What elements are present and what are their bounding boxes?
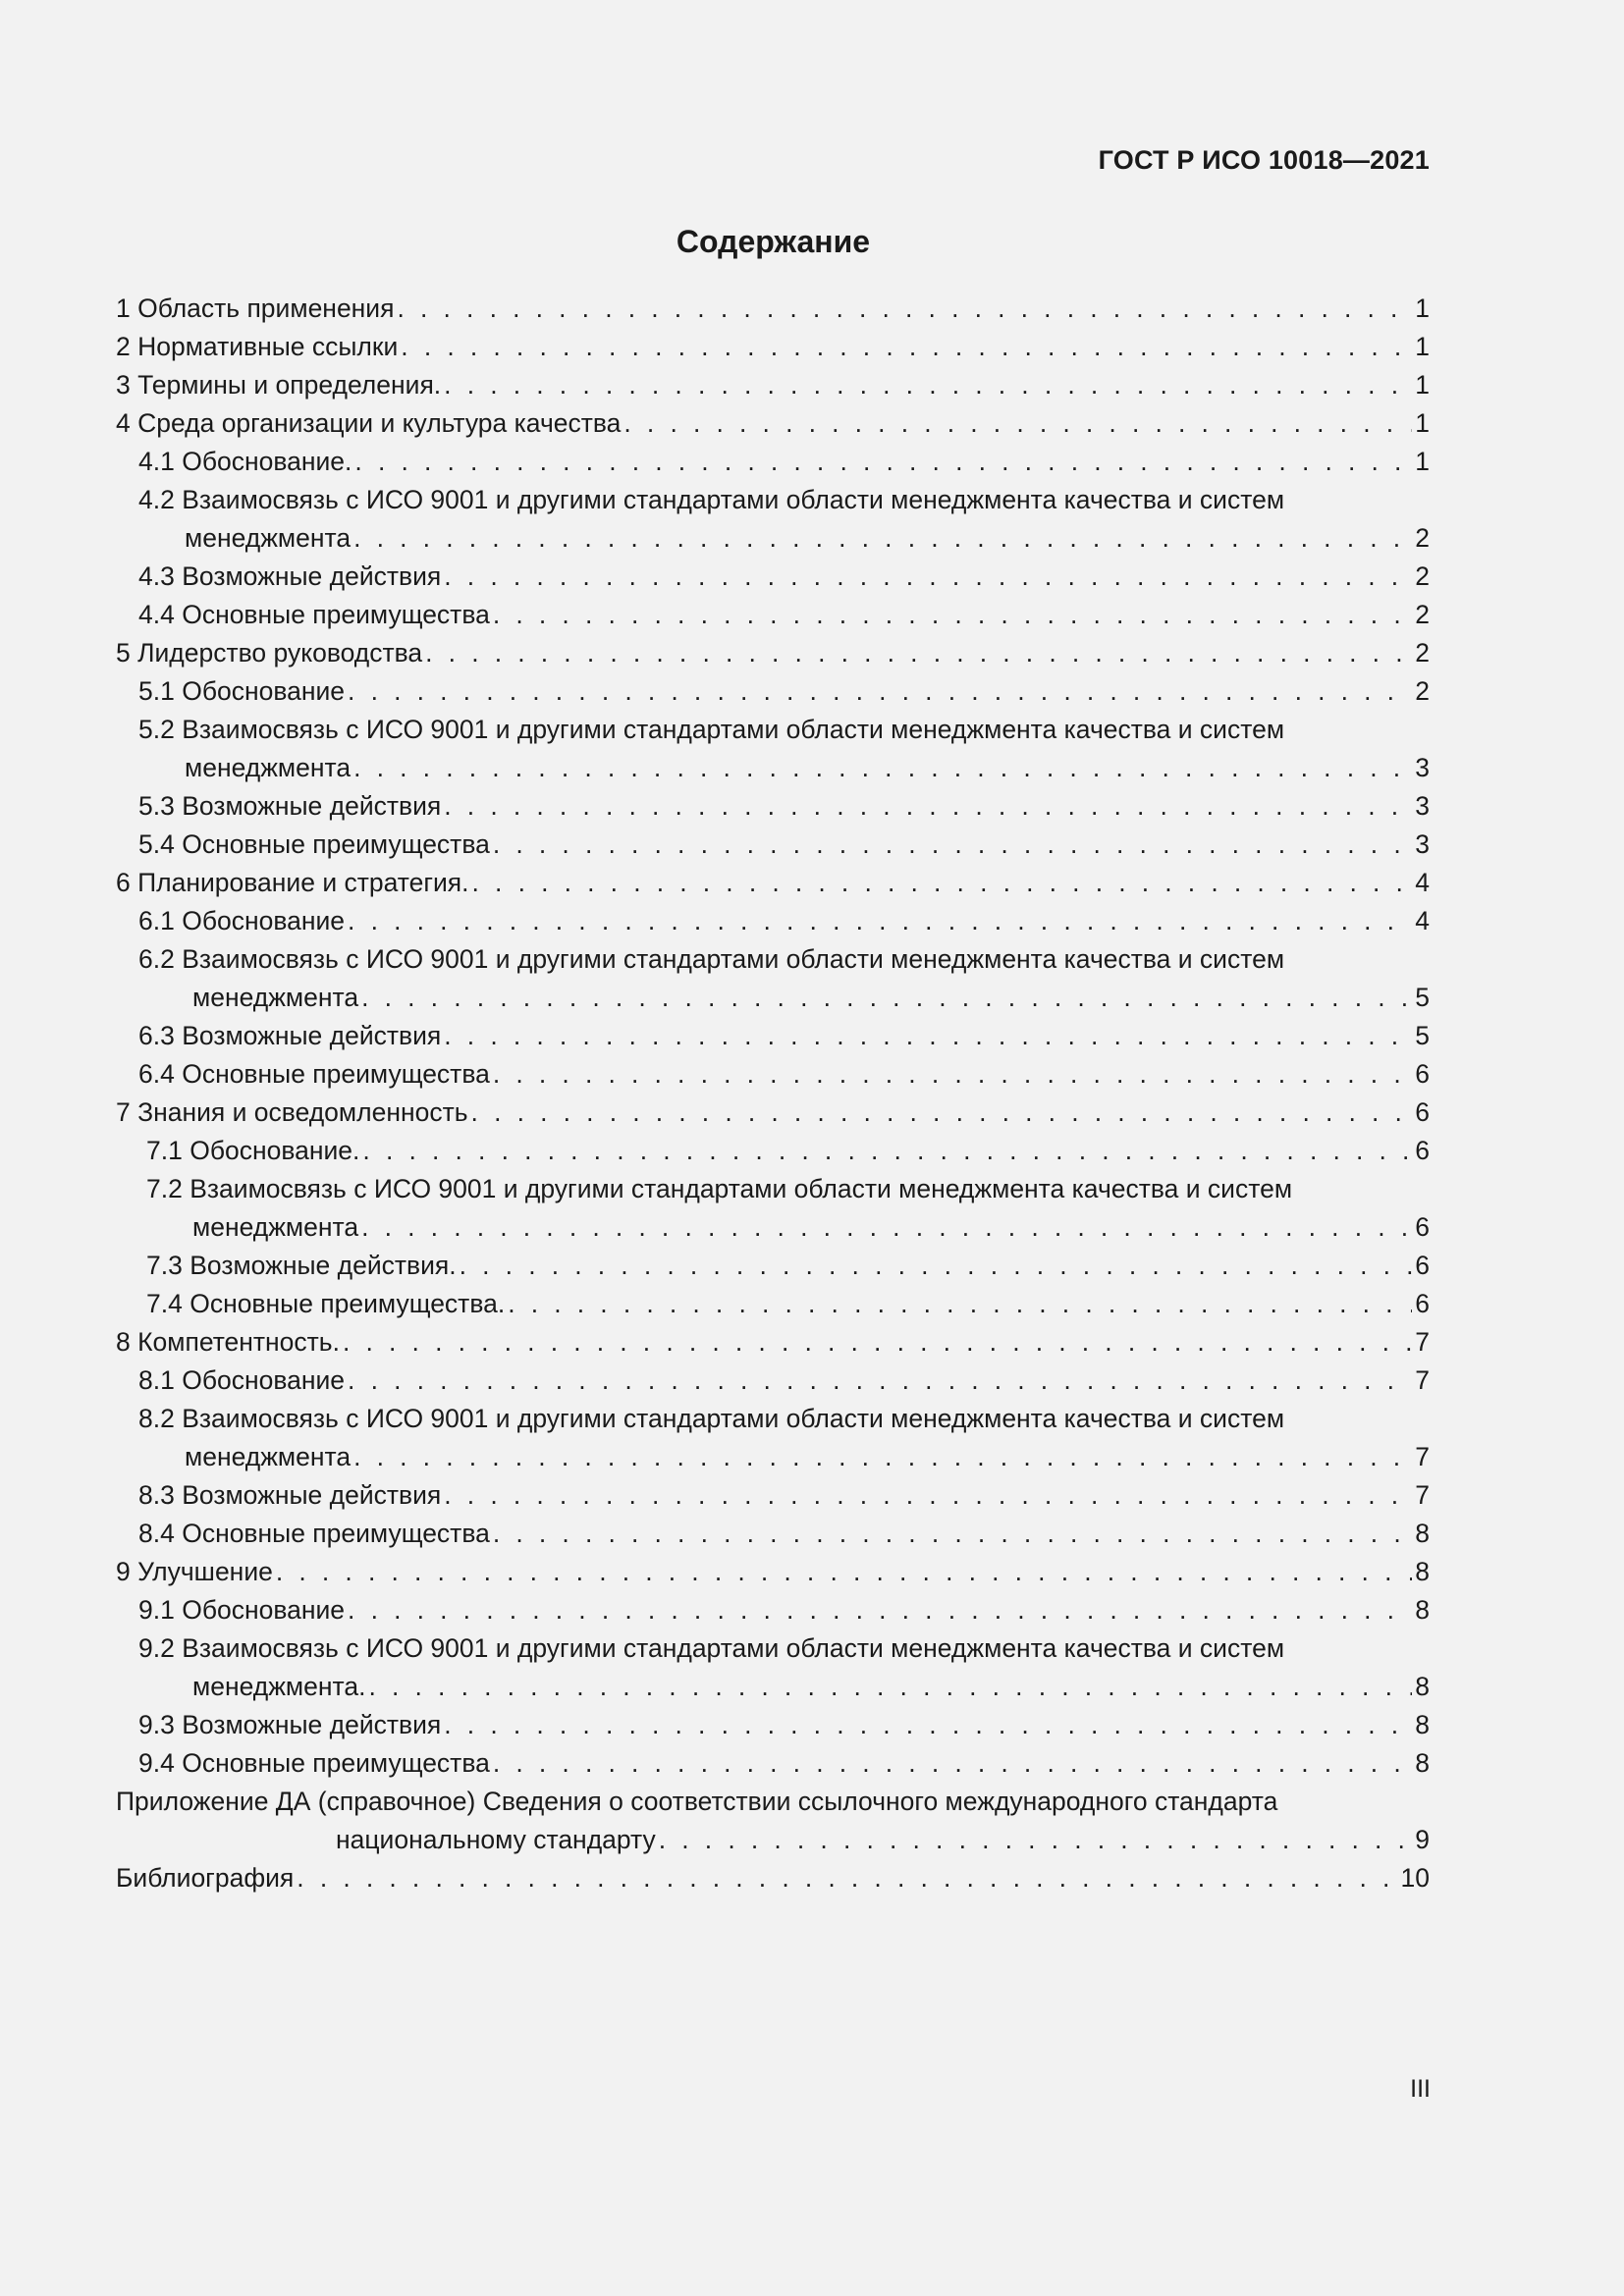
dot-leader [623, 404, 1412, 443]
dot-leader [401, 328, 1412, 366]
toc-entry-page: 7 [1415, 1442, 1430, 1471]
toc-entry-title: 9.1 Обоснование [138, 1595, 346, 1625]
toc-entry[interactable] [116, 1323, 1430, 1362]
toc-entry-page: 1 [1415, 447, 1430, 476]
toc-entry-page: 2 [1415, 600, 1430, 629]
toc-entry[interactable] [116, 366, 1430, 404]
toc-entry-page: 1 [1415, 408, 1430, 438]
table-of-contents [116, 290, 1430, 1897]
toc-entry-page: 2 [1415, 561, 1430, 591]
toc-entry[interactable] [116, 1247, 1430, 1285]
toc-entry-title: 9 Улучшение [116, 1557, 273, 1586]
toc-entry[interactable] [116, 1706, 1430, 1744]
toc-entry[interactable] [116, 1285, 1430, 1323]
toc-entry[interactable] [116, 1132, 1430, 1170]
dot-leader [368, 1668, 1412, 1706]
toc-entry-page: 7 [1415, 1365, 1430, 1395]
toc-entry-title: менеджмента [185, 1442, 352, 1471]
toc-entry[interactable] [116, 443, 1430, 481]
toc-entry[interactable] [116, 1515, 1430, 1553]
toc-entry-page: 8 [1415, 1557, 1430, 1586]
toc-entry[interactable] [116, 328, 1430, 366]
toc-entry[interactable] [116, 902, 1430, 940]
toc-entry[interactable] [116, 1170, 1430, 1247]
dot-leader [353, 1438, 1412, 1476]
toc-entry[interactable] [116, 634, 1430, 672]
dot-leader [348, 1591, 1412, 1629]
toc-entry-title: Библиография [116, 1863, 295, 1893]
toc-entry-page: 8 [1415, 1595, 1430, 1625]
dot-leader [471, 1094, 1413, 1132]
toc-entry[interactable] [116, 1476, 1430, 1515]
toc-entry[interactable] [116, 1744, 1430, 1783]
dot-leader [361, 979, 1412, 1017]
toc-entry-page: 1 [1415, 370, 1430, 400]
toc-entry-title: 8.3 Возможные действия [138, 1480, 442, 1510]
dot-leader [297, 1859, 1397, 1897]
dot-leader [425, 634, 1412, 672]
toc-entry-title: 8 Компетентность. [116, 1327, 340, 1357]
toc-entry-title: 5.3 Возможные действия [138, 791, 442, 821]
dot-leader [354, 443, 1412, 481]
toc-entry-title: 6.4 Основные преимущества [138, 1059, 490, 1089]
toc-entry-page: 9 [1415, 1825, 1430, 1854]
toc-entry-page: 10 [1400, 1863, 1430, 1893]
dot-leader [348, 672, 1412, 711]
toc-entry[interactable] [116, 1055, 1430, 1094]
toc-entry-title: менеджмента [185, 753, 352, 782]
dot-leader [460, 1247, 1413, 1285]
dot-leader [493, 826, 1412, 864]
toc-entry-page: 6 [1415, 1251, 1430, 1280]
toc-entry-title: 4 Среда организации и культура качества [116, 408, 622, 438]
toc-entry-title-line: 7.2 Взаимосвязь с ИСО 9001 и другими стандартами области менеджмента качества и систем [146, 1174, 1293, 1203]
dot-leader [353, 519, 1412, 558]
toc-entry-title: 4.1 Обоснование. [138, 447, 352, 476]
toc-entry-title: 8.1 Обоснование [138, 1365, 346, 1395]
dot-leader [508, 1285, 1412, 1323]
toc-entry-title-line: 6.2 Взаимосвязь с ИСО 9001 и другими стандартами области менеджмента качества и систем [138, 944, 1285, 974]
toc-entry-page: 7 [1415, 1480, 1430, 1510]
toc-entry-title: 7 Знания и осведомленность [116, 1097, 468, 1127]
toc-entry-page: 6 [1415, 1097, 1430, 1127]
toc-entry-page: 2 [1415, 676, 1430, 706]
dot-leader [472, 864, 1413, 902]
toc-entry-title: 5 Лидерство руководства [116, 638, 423, 667]
toc-entry-page: 6 [1415, 1136, 1430, 1165]
toc-entry-page: 2 [1415, 523, 1430, 553]
toc-entry[interactable] [116, 711, 1430, 787]
toc-entry-title: 6 Планирование и стратегия. [116, 868, 469, 897]
toc-entry-page: 1 [1415, 294, 1430, 323]
toc-entry-title: менеджмента [192, 1212, 359, 1242]
toc-entry[interactable] [116, 940, 1430, 1017]
toc-entry-title: 7.1 Обоснование. [146, 1136, 360, 1165]
dot-leader [444, 1017, 1412, 1055]
document-code: ГОСТ Р ИСО 10018—2021 [1098, 145, 1430, 175]
toc-entry-title-line: 8.2 Взаимосвязь с ИСО 9001 и другими стандартами области менеджмента качества и систем [138, 1404, 1285, 1433]
toc-entry-page: 8 [1415, 1748, 1430, 1778]
dot-leader [343, 1323, 1412, 1362]
toc-entry-page: 8 [1415, 1672, 1430, 1701]
toc-entry-page: 5 [1415, 1021, 1430, 1050]
toc-entry[interactable] [116, 1400, 1430, 1476]
page-number: III [1410, 2075, 1431, 2103]
toc-entry-title: 9.3 Возможные действия [138, 1710, 442, 1739]
toc-entry[interactable] [116, 672, 1430, 711]
toc-entry[interactable] [116, 481, 1430, 558]
toc-entry-page: 4 [1415, 868, 1430, 897]
toc-entry[interactable] [116, 1591, 1430, 1629]
dot-leader [444, 558, 1412, 596]
toc-entry[interactable] [116, 826, 1430, 864]
dot-leader [444, 366, 1412, 404]
toc-entry-title: 9.4 Основные преимущества [138, 1748, 490, 1778]
toc-entry[interactable] [116, 1783, 1430, 1859]
dot-leader [444, 787, 1412, 826]
toc-entry[interactable] [116, 290, 1430, 328]
dot-leader [444, 1476, 1412, 1515]
toc-entry[interactable] [116, 1017, 1430, 1055]
toc-entry-page: 7 [1415, 1327, 1430, 1357]
dot-leader [444, 1706, 1412, 1744]
toc-entry-title: 5.4 Основные преимущества [138, 829, 490, 859]
toc-entry-title: 3 Термины и определения. [116, 370, 442, 400]
toc-entry-page: 6 [1415, 1289, 1430, 1318]
toc-entry-page: 3 [1415, 791, 1430, 821]
toc-entry-page: 3 [1415, 829, 1430, 859]
toc-entry[interactable] [116, 1629, 1430, 1706]
toc-entry-title: 5.1 Обоснование [138, 676, 346, 706]
toc-entry-title: менеджмента [192, 983, 359, 1012]
dot-leader [348, 1362, 1412, 1400]
toc-entry[interactable] [116, 1859, 1430, 1897]
toc-entry-title-line: 4.2 Взаимосвязь с ИСО 9001 и другими стандартами области менеджмента качества и систем [138, 485, 1285, 514]
toc-entry-title: национальному стандарту [336, 1825, 656, 1854]
toc-entry-page: 1 [1415, 332, 1430, 361]
dot-leader [493, 1515, 1412, 1553]
toc-entry-page: 6 [1415, 1212, 1430, 1242]
toc-entry[interactable] [116, 864, 1430, 902]
toc-entry-title: 6.1 Обоснование [138, 906, 346, 935]
toc-entry-title: 6.3 Возможные действия [138, 1021, 442, 1050]
dot-leader [362, 1132, 1412, 1170]
toc-entry-title-line: 5.2 Взаимосвязь с ИСО 9001 и другими стандартами области менеджмента качества и систем [138, 715, 1285, 744]
dot-leader [348, 902, 1412, 940]
toc-entry-title: 7.4 Основные преимущества. [146, 1289, 506, 1318]
toc-entry[interactable] [116, 404, 1430, 443]
toc-entry[interactable] [116, 596, 1430, 634]
toc-entry-title: 4.3 Возможные действия [138, 561, 442, 591]
toc-entry-title: 4.4 Основные преимущества [138, 600, 490, 629]
toc-entry-title: 1 Область применения [116, 294, 395, 323]
toc-entry-title: 8.4 Основные преимущества [138, 1519, 490, 1548]
toc-entry-title: менеджмента [185, 523, 352, 553]
dot-leader [659, 1821, 1413, 1859]
toc-entry-page: 6 [1415, 1059, 1430, 1089]
toc-entry-page: 8 [1415, 1519, 1430, 1548]
toc-entry[interactable] [116, 1553, 1430, 1591]
dot-leader [397, 290, 1412, 328]
dot-leader [493, 1744, 1412, 1783]
toc-entry-page: 3 [1415, 753, 1430, 782]
toc-entry[interactable] [116, 1362, 1430, 1400]
toc-entry-title: менеджмента. [192, 1672, 366, 1701]
toc-entry-page: 8 [1415, 1710, 1430, 1739]
toc-entry[interactable] [116, 1094, 1430, 1132]
toc-entry-title-line: Приложение ДА (справочное) Сведения о соответствии ссылочного международного стандарта [116, 1787, 1278, 1816]
dot-leader [276, 1553, 1412, 1591]
toc-entry[interactable] [116, 558, 1430, 596]
dot-leader [493, 596, 1412, 634]
toc-entry-title-line: 9.2 Взаимосвязь с ИСО 9001 и другими стандартами области менеджмента качества и систем [138, 1633, 1285, 1663]
toc-entry-page: 2 [1415, 638, 1430, 667]
toc-entry[interactable] [116, 787, 1430, 826]
toc-entry-page: 5 [1415, 983, 1430, 1012]
dot-leader [353, 749, 1412, 787]
toc-title: Содержание [676, 224, 871, 259]
toc-entry-title: 7.3 Возможные действия. [146, 1251, 457, 1280]
toc-entry-page: 4 [1415, 906, 1430, 935]
toc-entry-title: 2 Нормативные ссылки [116, 332, 399, 361]
dot-leader [361, 1208, 1412, 1247]
dot-leader [493, 1055, 1412, 1094]
